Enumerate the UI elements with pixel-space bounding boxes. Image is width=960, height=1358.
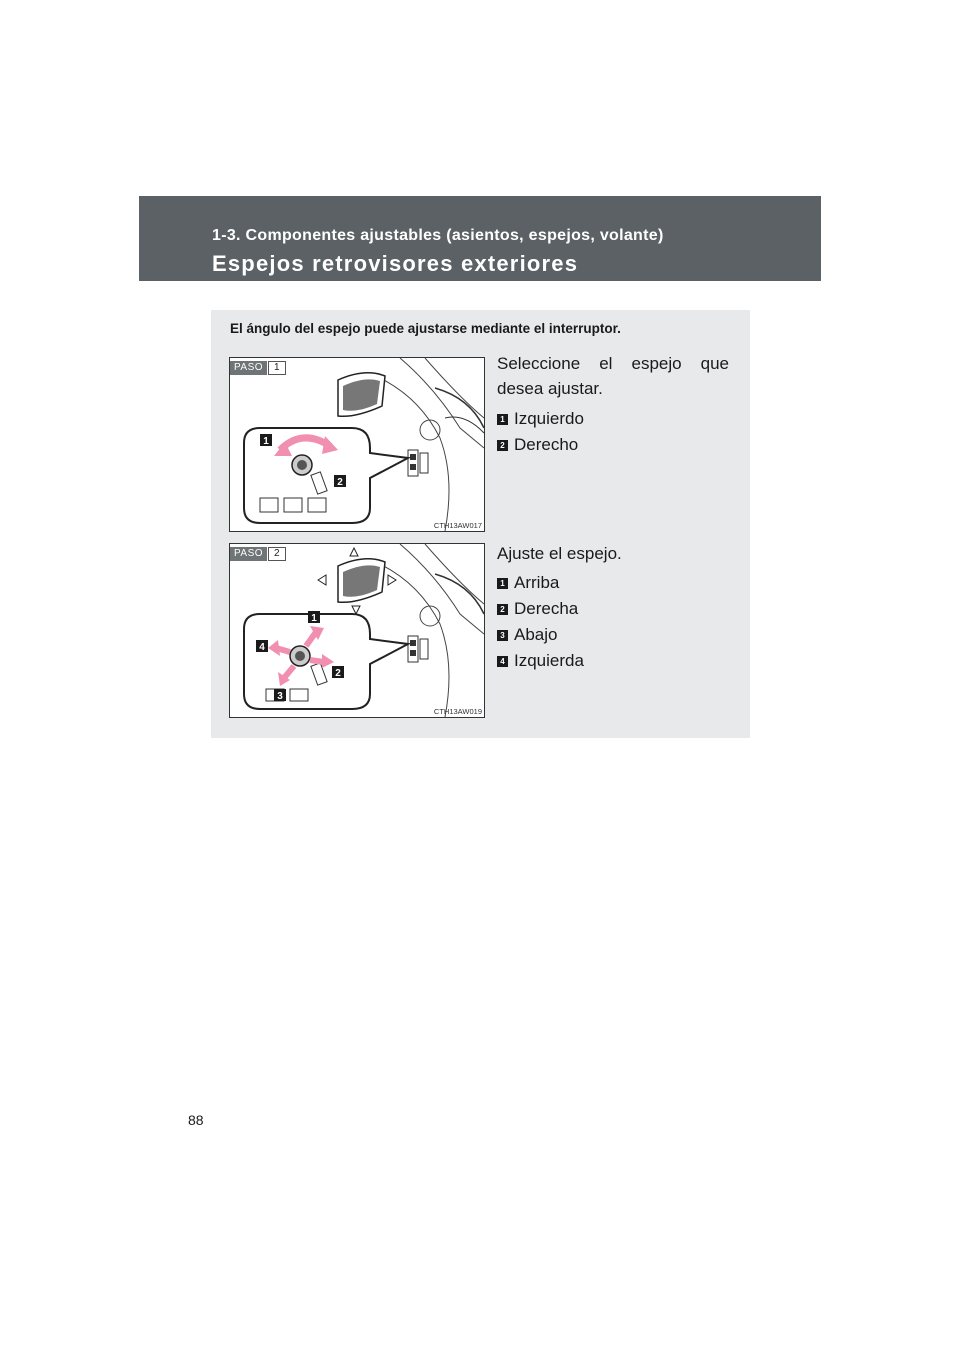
svg-text:4: 4 [259, 642, 265, 653]
option-label: Derecha [514, 599, 579, 618]
badge-1 [260, 434, 272, 447]
svg-text:2: 2 [335, 668, 341, 679]
option-label: Arriba [514, 573, 560, 592]
chapter-header [139, 196, 821, 281]
option-label: Abajo [514, 625, 558, 644]
option-number-badge: 2 [497, 440, 508, 451]
option-arriba [497, 573, 559, 593]
step1-instruction-line1: Seleccione el espejo que [497, 354, 729, 373]
badge-3 [274, 689, 286, 702]
step-number: 1 [268, 361, 286, 375]
option-abajo [497, 625, 557, 645]
option-number-badge: 4 [497, 656, 508, 667]
mirror-switch-illustration-1 [230, 358, 484, 531]
step1-instruction-line2: desea ajustar. [497, 379, 603, 398]
option-number-badge: 2 [497, 604, 508, 615]
svg-text:1: 1 [263, 436, 269, 447]
step-tag [230, 361, 286, 375]
step2-instruction: Ajuste el espejo. [497, 544, 622, 563]
option-number-badge: 1 [497, 578, 508, 589]
figure-code: CTH13AW017 [433, 521, 482, 530]
page-title: Espejos retrovisores exteriores [212, 251, 579, 276]
badge-4 [256, 640, 268, 653]
step2-illustration [229, 543, 485, 718]
option-izquierda [497, 651, 584, 671]
svg-text:3: 3 [277, 691, 283, 702]
step-word: PASO [230, 547, 267, 561]
step1-illustration [229, 357, 485, 532]
page-number: 88 [188, 1112, 204, 1128]
section-label: 1-3. Componentes ajustables (asientos, espejos, volante) [212, 227, 664, 244]
step-number: 2 [268, 547, 286, 561]
option-izquierdo [497, 409, 584, 429]
option-number-badge: 3 [497, 630, 508, 641]
figure-code: CTH13AW019 [433, 707, 482, 716]
step-word: PASO [230, 361, 267, 375]
intro-text: El ángulo del espejo puede ajustarse mediante el interruptor. [230, 321, 621, 336]
option-number-badge: 1 [497, 414, 508, 425]
option-derecha [497, 599, 578, 619]
svg-text:1: 1 [311, 613, 317, 624]
option-label: Derecho [514, 435, 579, 454]
option-derecho [497, 435, 578, 455]
svg-text:2: 2 [337, 477, 343, 488]
badge-1 [308, 611, 320, 624]
step-tag [230, 547, 286, 561]
option-label: Izquierda [514, 651, 584, 670]
badge-2 [334, 475, 346, 488]
option-label: Izquierdo [514, 409, 584, 428]
mirror-switch-illustration-2 [230, 544, 484, 717]
content-panel [211, 310, 750, 738]
badge-2 [332, 666, 344, 679]
